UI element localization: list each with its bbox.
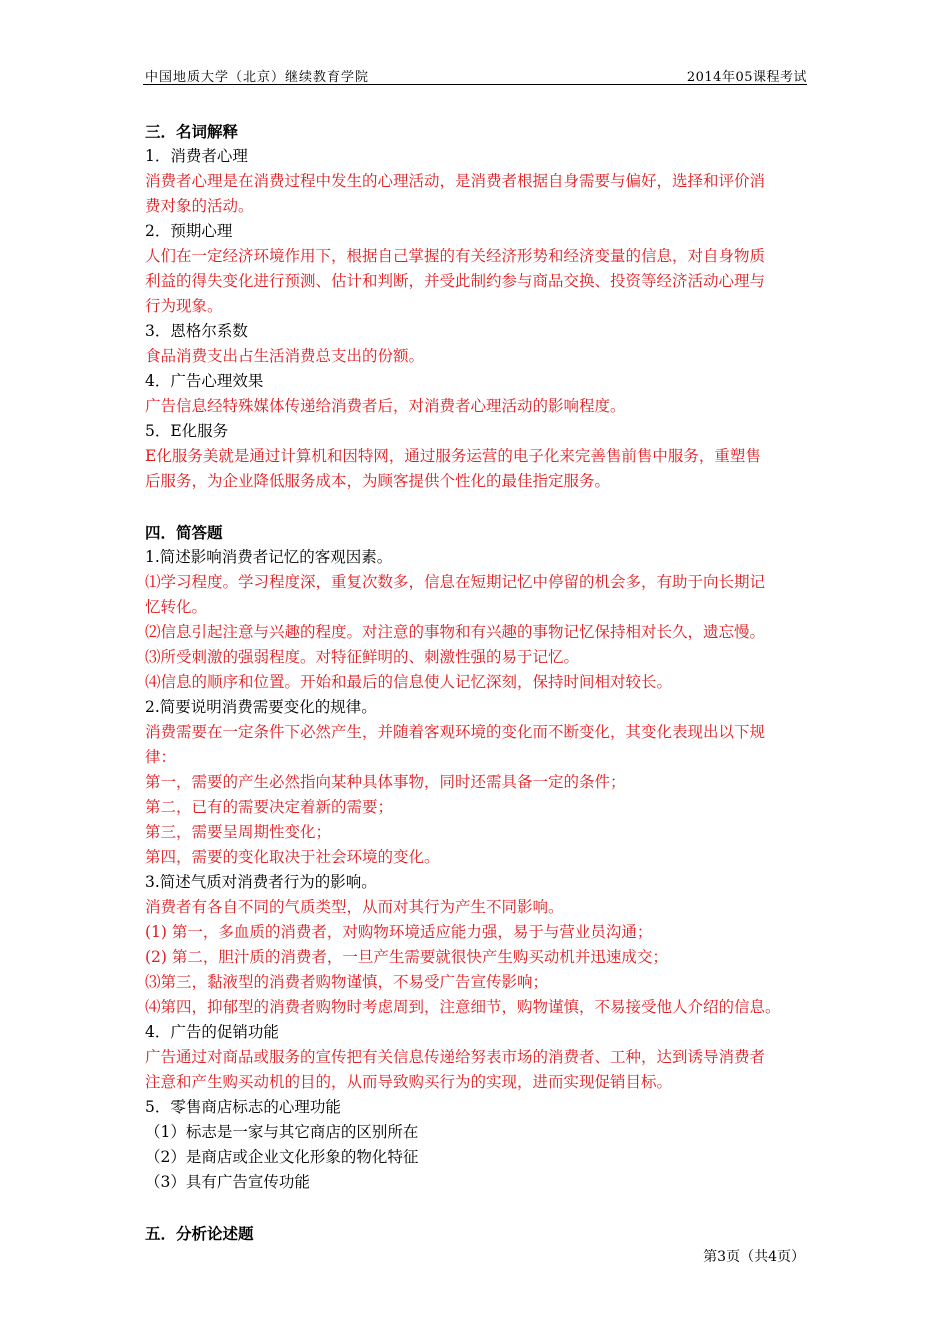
question: 5．E化服务 xyxy=(145,422,229,440)
answer-line: ⑴学习程度。学习程度深，重复次数多，信息在短期记忆中停留的机会多，有助于向长期记 xyxy=(145,573,766,591)
question: 1.简述影响消费者记忆的客观因素。 xyxy=(145,548,393,566)
answer-line: ⑷信息的顺序和位置。开始和最后的信息使人记忆深刻，保持时间相对较长。 xyxy=(145,673,673,691)
section-gap xyxy=(145,494,809,520)
question: 2.简要说明消费需要变化的规律。 xyxy=(145,698,377,716)
answer-line: ⑷第四，抑郁型的消费者购物时考虑周到，注意细节，购物谨慎，不易接受他人介绍的信息。 xyxy=(145,998,781,1016)
question: 2．预期心理 xyxy=(145,222,233,240)
page-content xyxy=(145,119,809,1246)
answer-line: 注意和产生购买动机的目的，从而导致购买行为的实现，进而实现促销目标。 xyxy=(145,1073,673,1091)
answer-line: 人们在一定经济环境作用下，根据自己掌握的有关经济形势和经济变量的信息，对自身物质 xyxy=(145,247,766,265)
answer-line: （2）是商店或企业文化形象的物化特征 xyxy=(145,1148,419,1166)
question: 4．广告的促销功能 xyxy=(145,1023,279,1041)
section-title: 五．分析论述题 xyxy=(145,1224,254,1243)
answer-line: 利益的得失变化进行预测、估计和判断，并受此制约参与商品交换、投资等经济活动心理与 xyxy=(145,272,766,290)
answer-line: （3）具有广告宣传功能 xyxy=(145,1173,310,1191)
section-title: 四．简答题 xyxy=(145,523,223,542)
section-gap xyxy=(145,1195,809,1221)
answer-line: 费对象的活动。 xyxy=(145,197,254,215)
answer-line: ⑶第三，黏液型的消费者购物谨慎，不易受广告宣传影响； xyxy=(145,973,549,991)
answer-line: （1）标志是一家与其它商店的区别所在 xyxy=(145,1123,419,1141)
answer-line: 忆转化。 xyxy=(145,598,208,616)
page-header xyxy=(143,64,807,85)
answer-line: (1) 第一，多血质的消费者，对购物环境适应能力强，易于与营业员沟通； xyxy=(145,923,653,941)
answer-line: 食品消费支出占生活消费总支出的份额。 xyxy=(145,347,425,365)
answer-line: ⑵信息引起注意与兴趣的程度。对注意的事物和有兴趣的事物记忆保持相对长久，遗忘慢。 xyxy=(145,623,766,641)
answer-line: 律： xyxy=(145,748,177,766)
answer-line: 行为现象。 xyxy=(145,297,223,315)
answer-line: 后服务，为企业降低服务成本，为顾客提供个性化的最佳指定服务。 xyxy=(145,472,611,490)
answer-line: 第三，需要呈周期性变化； xyxy=(145,823,332,841)
answer-line: 广告通过对商品或服务的宣传把有关信息传递给努表市场的消费者、工种，达到诱导消费者 xyxy=(145,1048,766,1066)
answer-line: 消费者心理是在消费过程中发生的心理活动，是消费者根据自身需要与偏好，选择和评价消 xyxy=(145,172,766,190)
header-institution: 中国地质大学（北京）继续教育学院 xyxy=(145,70,370,85)
answer-line: 消费需要在一定条件下必然产生，并随着客观环境的变化而不断变化，其变化表现出以下规 xyxy=(145,723,766,741)
answer-line: 广告信息经特殊媒体传递给消费者后，对消费者心理活动的影响程度。 xyxy=(145,397,626,415)
section-title: 三．名词解释 xyxy=(145,122,239,141)
answer-line: 消费者有各自不同的气质类型，从而对其行为产生不同影响。 xyxy=(145,898,564,916)
question: 4．广告心理效果 xyxy=(145,372,264,390)
page-number: 第3页（共4页） xyxy=(703,1249,805,1265)
question: 5．零售商店标志的心理功能 xyxy=(145,1098,341,1116)
question: 3.简述气质对消费者行为的影响。 xyxy=(145,873,377,891)
answer-line: 第二，已有的需要决定着新的需要； xyxy=(145,798,394,816)
answer-line: 第四，需要的变化取决于社会环境的变化。 xyxy=(145,848,440,866)
question: 1．消费者心理 xyxy=(145,147,248,165)
header-exam: 2014年05课程考试 xyxy=(686,70,807,85)
answer-line: 第一，需要的产生必然指向某种具体事物，同时还需具备一定的条件； xyxy=(145,773,626,791)
question: 3．恩格尔系数 xyxy=(145,322,248,340)
answer-line: ⑶所受刺激的强弱程度。对特征鲜明的、刺激性强的易于记忆。 xyxy=(145,648,580,666)
answer-line: E化服务美就是通过计算机和因特网，通过服务运营的电子化来完善售前售中服务，重塑售 xyxy=(145,447,761,465)
answer-line: (2) 第二，胆汁质的消费者，一旦产生需要就很快产生购买动机并迅速成交； xyxy=(145,948,668,966)
